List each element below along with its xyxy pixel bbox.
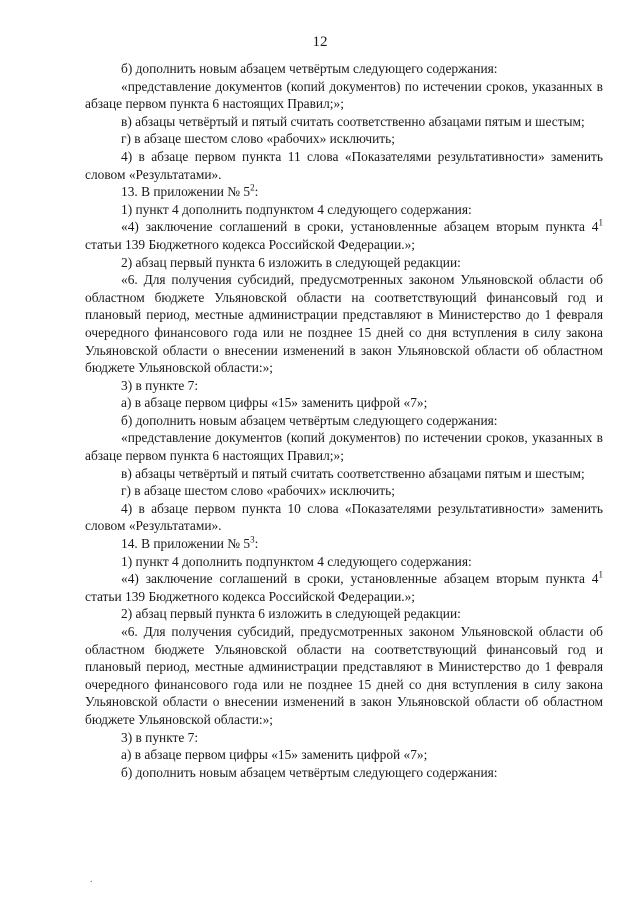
paragraph: 3) в пункте 7: [121, 377, 199, 393]
superscript: 3 [250, 534, 255, 545]
paragraph-text: «4) заключение соглашений в сроки, установленные абзацем вторым пункта 4 [121, 219, 599, 235]
paragraph-text: 14. В приложении № 5 [121, 536, 251, 552]
paragraph [85, 218, 603, 253]
scan-mark: . [90, 874, 93, 885]
paragraph-text: статьи 139 Бюджетного кодекса Российской Федерации.»; [85, 236, 416, 252]
paragraph-text: статьи 139 Бюджетного кодекса Российской Федерации.»; [85, 588, 416, 604]
paragraph-text: : [254, 184, 259, 200]
paragraph: б) дополнить новым абзацем четвёртым следующего содержания: [121, 764, 498, 780]
paragraph: «6. Для получения субсидий, предусмотренных законом Ульяновской области об областном бюджете Ульяновской области на соответствующий финансовый год и плановый период, местные администрации представляют в Министерство до 1 февраля очередного финансового года или не позднее 15 дней со дня вступления в силу закона Ульяновской области о внесении изменений в закон Ульяновской области об областном бюджете Ульяновской области:»; [85, 272, 603, 376]
paragraph: 2) абзац первый пункта 6 изложить в следующей редакции: [121, 254, 461, 270]
superscript: 1 [598, 569, 603, 580]
paragraph: «представление документов (копий документов) по истечении сроков, указанных в абзаце первом пункта 6 настоящих Правил;»; [85, 78, 603, 112]
paragraph: а) в абзаце первом цифры «15» заменить цифрой «7»; [121, 395, 428, 411]
paragraph-text: «4) заключение соглашений в сроки, установленные абзацем вторым пункта 4 [121, 571, 599, 587]
paragraph-text: : [254, 536, 259, 552]
page-number: 12 [312, 34, 328, 50]
paragraph: г) в абзаце шестом слово «рабочих» исключить; [121, 483, 395, 499]
superscript: 1 [598, 217, 603, 228]
paragraph: 1) пункт 4 дополнить подпунктом 4 следующего содержания: [121, 553, 472, 569]
paragraph: в) абзацы четвёртый и пятый считать соответственно абзацами пятым и шестым; [121, 465, 585, 481]
document-body [85, 60, 603, 781]
paragraph: а) в абзаце первом цифры «15» заменить цифрой «7»; [121, 747, 428, 763]
paragraph-text: 13. В приложении № 5 [121, 184, 251, 200]
paragraph [85, 183, 603, 201]
paragraph: 2) абзац первый пункта 6 изложить в следующей редакции: [121, 606, 461, 622]
superscript: 2 [250, 182, 255, 193]
paragraph: 1) пункт 4 дополнить подпунктом 4 следующего содержания: [121, 201, 472, 217]
paragraph: г) в абзаце шестом слово «рабочих» исключить; [121, 131, 395, 147]
paragraph: 4) в абзаце первом пункта 10 слова «Показателями результативности» заменить словом «Результатами». [85, 500, 603, 534]
paragraph: б) дополнить новым абзацем четвёртым следующего содержания: [121, 61, 498, 76]
paragraph: «6. Для получения субсидий, предусмотренных законом Ульяновской области об областном бюджете Ульяновской области на соответствующий финансовый год и плановый период, местные администрации представляют в Министерство до 1 февраля очередного финансового года или не позднее 15 дней со дня вступления в силу закона Ульяновской области о внесении изменений в закон Ульяновской области об областном бюджете Ульяновской области:»; [85, 624, 603, 727]
paragraph: 4) в абзаце первом пункта 11 слова «Показателями результативности» заменить словом «Результатами». [85, 148, 603, 182]
paragraph [85, 570, 603, 605]
paragraph: 3) в пункте 7: [121, 729, 199, 745]
paragraph: в) абзацы четвёртый и пятый считать соответственно абзацами пятым и шестым; [121, 113, 585, 129]
paragraph: «представление документов (копий документов) по истечении сроков, указанных в абзаце первом пункта 6 настоящих Правил;»; [85, 430, 603, 464]
paragraph: б) дополнить новым абзацем четвёртым следующего содержания: [121, 412, 498, 428]
paragraph [85, 535, 603, 553]
